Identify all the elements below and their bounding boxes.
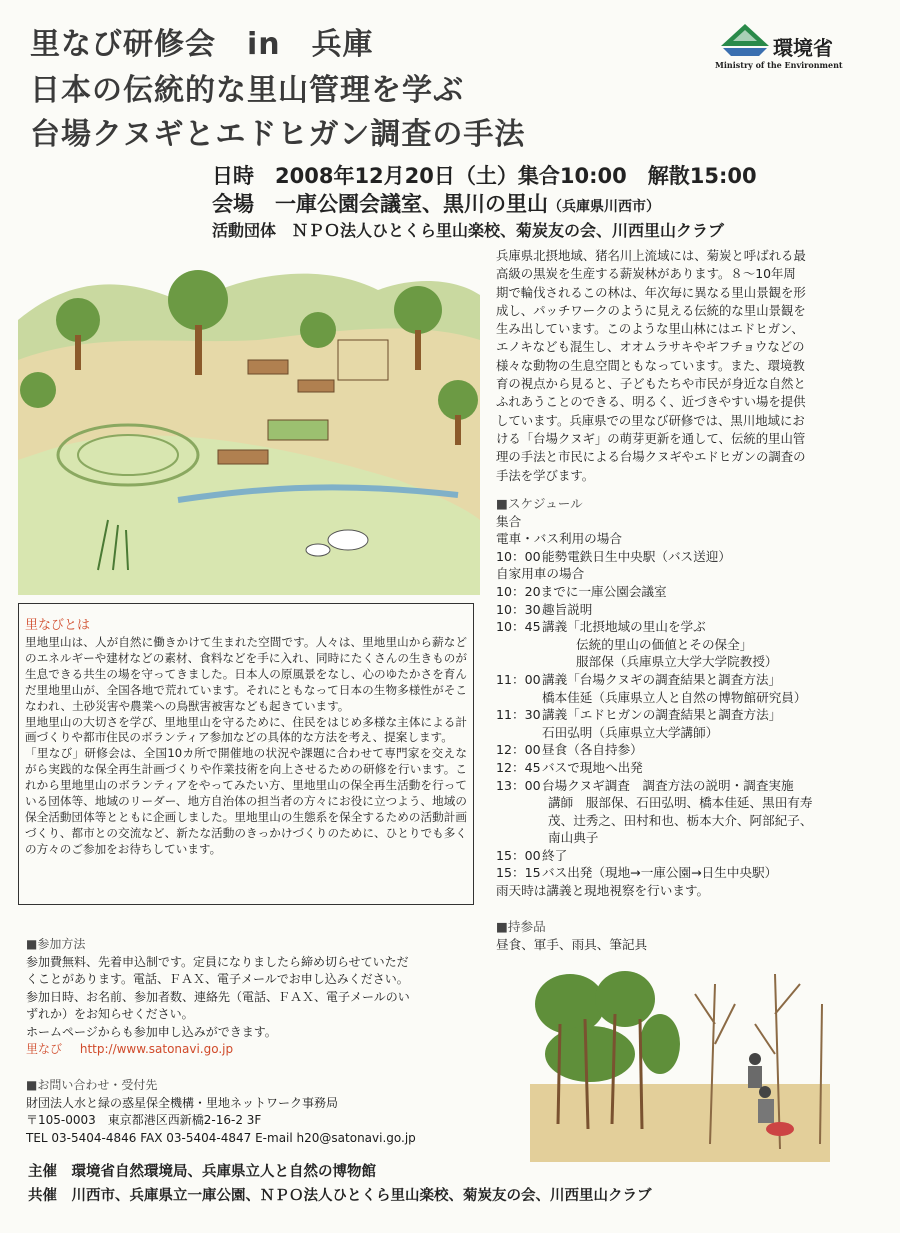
intro-line: 生み出しています。このような里山林にはエドヒガン、: [496, 321, 804, 337]
schedule-row: 茂、辻秀之、田村和也、栃本大介、阿部紀子、: [548, 812, 813, 828]
schedule-row: 講師 服部保、石田弘明、橋本佳延、黒田有寿: [548, 795, 813, 811]
schedule-row: 12：45 バスで現地へ出発: [496, 759, 643, 775]
contact-phone: TEL 03-5404-4846 FAX 03-5404-4847 E-mail h20@satonavi.go.jp: [26, 1130, 416, 1145]
participation-line: 参加費無料、先着申込制です。定員になりましたら締め切らせていただ: [26, 954, 409, 969]
belongings-section: [496, 918, 647, 953]
schedule-row: 石田弘明（兵庫県立大学講師）: [542, 724, 719, 740]
participation-line: ホームページからも参加申し込みができます。: [26, 1024, 277, 1039]
schedule-row: 11：00 講義「台場クヌギの調査結果と調査方法」: [496, 671, 782, 687]
event-venue: [212, 188, 660, 218]
ministry-name: 環境省: [773, 36, 833, 60]
satoyama-landscape-illustration: [18, 250, 480, 595]
intro-line: 育の視点から見ると、子どもたちや市民が身近な自然と: [496, 376, 806, 392]
intro-line: 期で輪伐されるこの林は、年次毎に異なる里山景観を形: [496, 284, 806, 300]
event-venue-note: （兵庫県川西市）: [548, 199, 660, 215]
schedule-row: 15：00 終了: [496, 847, 568, 863]
ministry-emblem-icon: [719, 22, 771, 58]
intro-line: 理の手法と市民による台場クヌギやエドヒガンの調査の: [496, 449, 806, 465]
contact-heading: ■お問い合わせ・受付先: [26, 1078, 158, 1092]
event-datetime: 日時 2008年12月20日（土）集合10:00 解散15:00: [212, 164, 757, 188]
intro-line: エノキなども混生し、オオムラサキやギフチョウなどの: [496, 339, 805, 355]
site-url-link[interactable]: http://www.satonavi.go.jp: [79, 1042, 234, 1056]
belongings-text: 昼食、軍手、雨具、筆記具: [496, 936, 648, 952]
schedule-rain-note: 雨天時は講義と現地視察を行います。: [496, 883, 710, 899]
schedule-row: 15：15 バス出発（現地→一庫公園→日生中央駅）: [496, 865, 778, 881]
contact-org: 財団法人水と緑の惑星保全機構・里地ネットワーク事務局: [26, 1095, 339, 1110]
intro-line: ける「台場クヌギ」の萌芽更新を通して、伝統的里山管: [496, 430, 806, 446]
schedule-row: 10：30 趣旨説明: [496, 601, 593, 617]
ministry-subtitle: Ministry of the Environment: [715, 60, 843, 70]
schedule-row: 服部保（兵庫県立大学大学院教授）: [576, 654, 778, 670]
contact-section: [26, 1077, 416, 1147]
schedule-row: 伝統的里山の価値とその保全」: [576, 636, 753, 652]
contact-address: 〒105-0003 東京都港区西新橋2-16-2 3F: [26, 1113, 262, 1127]
schedule-row: 13：00 台場クヌギ調査 調査方法の説明・調査実施: [496, 777, 794, 793]
schedule-heading: ■スケジュール: [496, 496, 583, 511]
title-line-3: 台場クヌギとエドヒガン調査の手法: [30, 117, 526, 152]
schedule-row: 10：45 講義「北摂地域の里山を学ぶ: [496, 619, 706, 635]
intro-line: 兵庫県北摂地域、猪名川上流域には、菊炭と呼ばれる最: [496, 248, 806, 263]
schedule-row: 12：00 昼食（各自持参）: [496, 742, 643, 758]
participation-line: くことがあります。電話、ＦＡＸ、電子メールでお申し込みください。: [26, 972, 409, 986]
intro-line: 高級の黒炭を生産する薪炭林があります。８～10年周: [496, 266, 796, 282]
site-label: 里なび: [26, 1042, 63, 1056]
site-link-row: [26, 1041, 410, 1059]
intro-line: しています。兵庫県での里なび研修では、黒川地域にお: [496, 412, 805, 428]
schedule-section: [496, 495, 812, 900]
participation-heading: ■参加方法: [26, 937, 86, 951]
cohost-line: 共催 川西市、兵庫県立一庫公園、ＮＰＯ法人ひとくら里山楽校、菊炭友の会、川西里山クラブ: [28, 1188, 652, 1204]
schedule-row: 10：20 までに一庫公園会議室: [496, 583, 667, 599]
intro-line: 手法を学びます。: [496, 467, 595, 483]
event-venue-text: 会場 一庫公園会議室、黒川の里山: [212, 192, 548, 216]
schedule-row: 11：30 講義「エドヒガンの調査結果と調査方法」: [496, 707, 782, 723]
satonavi-box-title: 里なびとは: [25, 618, 91, 633]
intro-line: 様々な動物の生息空間ともなっています。また、環境教: [496, 357, 805, 373]
intro-paragraph: [496, 247, 891, 485]
schedule-row: 南山典子: [548, 830, 599, 846]
schedule-row: 橋本佳延（兵庫県立人と自然の博物館研究員）: [542, 689, 807, 705]
intro-line: 成し、パッチワークのように見える伝統的な里山景観を: [496, 302, 806, 318]
schedule-car: 自家用車の場合: [496, 566, 585, 582]
title-line-2: 日本の伝統的な里山管理を学ぶ: [30, 73, 464, 108]
participation-line: ずれか）をお知らせください。: [26, 1007, 194, 1021]
schedule-assembly: 集合: [496, 513, 522, 529]
event-organizations: 活動団体 ＮＰＯ法人ひとくら里山楽校、菊炭友の会、川西里山クラブ: [212, 221, 725, 240]
intro-line: ふれあうことのできる、明るく、近づきやすい場を提供: [496, 394, 806, 410]
schedule-train-bus: 電車・バス利用の場合: [496, 531, 622, 547]
host-line: 主催 環境省自然環境局、兵庫県立人と自然の博物館: [28, 1164, 376, 1180]
participation-section: [26, 936, 410, 1059]
title-line-1: 里なび研修会 in 兵庫: [30, 27, 374, 62]
schedule-row: 10：00 能勢電鉄日生中央駅（バス送迎）: [496, 548, 731, 564]
forest-workers-illustration: [530, 964, 830, 1162]
ministry-logo: [715, 22, 875, 72]
satonavi-info-box: [18, 603, 474, 905]
participation-line: 参加日時、お名前、参加者数、連絡先（電話、ＦＡＸ、電子メールのい: [26, 989, 410, 1004]
satonavi-box-text: 里地里山は、人が自然に働きかけて生まれた空間です。人々は、里地里山から薪などのエネルギーや建材などの素材、食料などを手に入れ、同時にたくさんの生きものが生息できる共生の場を守ってきました。日本人の原風景をなし、心のゆたかさを育んだ里地里山が、全国各地で荒れています。それにともなって日本の生物多様性がそこなわれ、土砂災害や農業への鳥獣害被害なども起きています。 里地里山の大切さを学び、里地里山を守るために、住民をはじめ多様な主体による計画づくりや都市住民のボランティア参加などの具体的な方法を考え、提案します。 「里なび」研修会は、全国10カ所で開催地の状況や課題に合わせて専門家を交えながら実践的な保全再生計画づくりや作業技術を向上させるための研修を行います。これから里地里山のボランティアをやってみたい方、里地里山の保全再生活動を行っている団体等、地域のリーダー、地方自治体の担当者の方々にお役に立つよう、地域の保全活動団体等とともに企画しました。里地里山の生態系を保全するための活動計画づくり、都市との交流など、新たな活動のきっかけづくりのために、ひとりでも多くの方々のご参加をお待ちしています。: [25, 635, 467, 856]
belongings-heading: ■持参品: [496, 919, 546, 934]
